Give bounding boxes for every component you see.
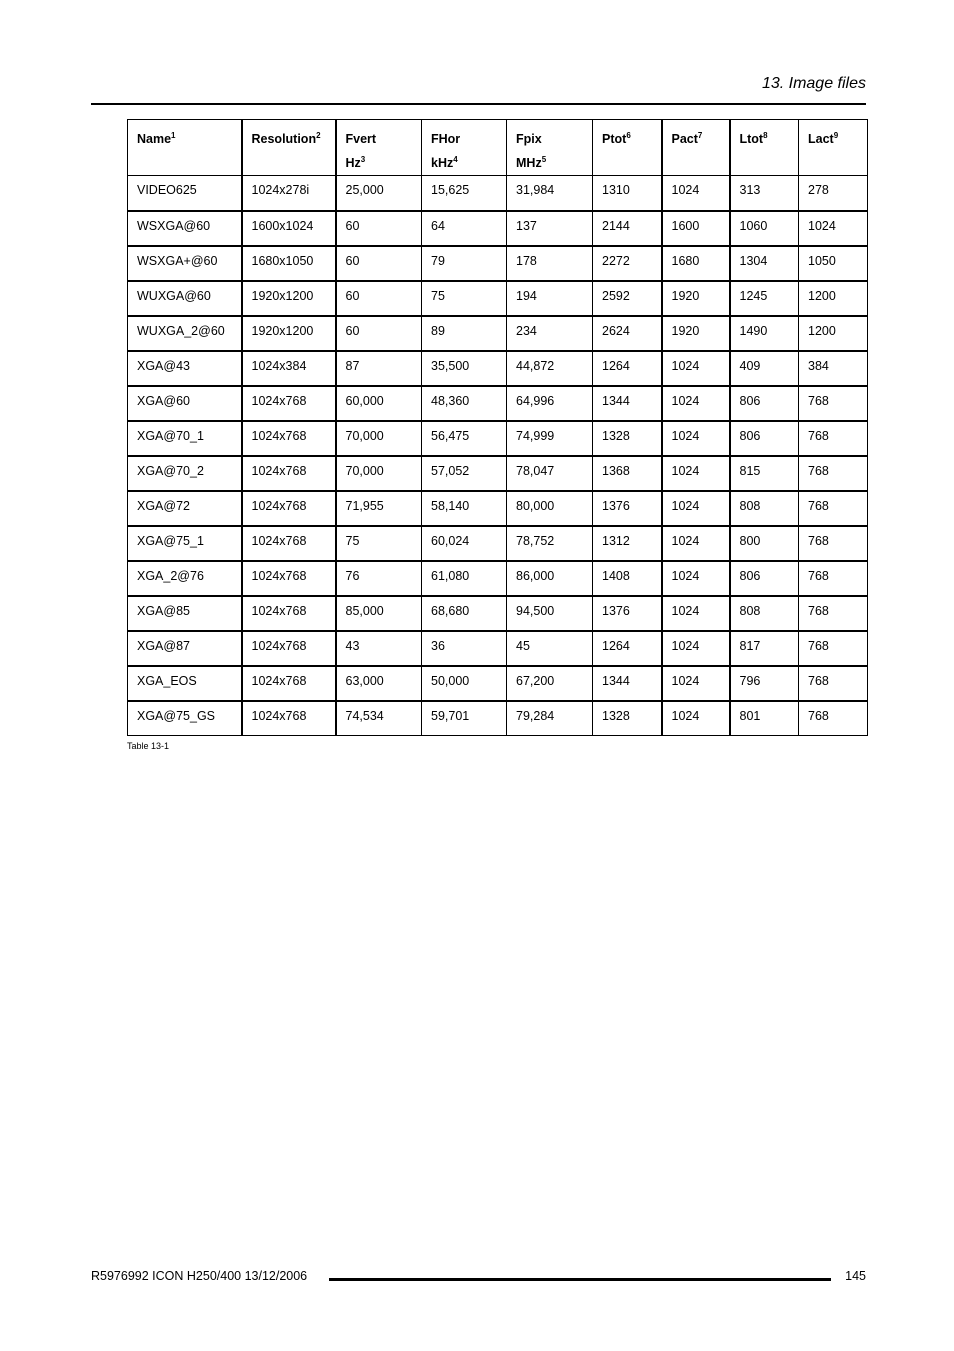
table-cell: 1024	[662, 491, 730, 526]
table-cell: 56,475	[422, 421, 507, 456]
table-row	[128, 631, 868, 666]
table-cell: 1328	[593, 421, 662, 456]
table-cell: XGA@70_1	[128, 421, 242, 456]
table-cell: 194	[507, 281, 593, 316]
table-cell: WSXGA+@60	[128, 246, 242, 281]
table-cell: WSXGA@60	[128, 211, 242, 246]
table-cell: 64,996	[507, 386, 593, 421]
table-cell: 1024x768	[242, 386, 336, 421]
table-cell: 1024	[799, 211, 868, 246]
table-cell: 313	[730, 176, 799, 211]
table-cell: 2272	[593, 246, 662, 281]
table-cell: XGA@43	[128, 351, 242, 386]
table-cell: 63,000	[336, 666, 422, 701]
table-cell: 1024x278i	[242, 176, 336, 211]
table-cell: 71,955	[336, 491, 422, 526]
table-cell: 1024	[662, 456, 730, 491]
table-cell: 1200	[799, 316, 868, 351]
table-cell: 1024	[662, 596, 730, 631]
table-row	[128, 561, 868, 596]
table-cell: 1024x768	[242, 596, 336, 631]
table-cell: 1024	[662, 526, 730, 561]
table-cell: 1050	[799, 246, 868, 281]
table-cell: 768	[799, 526, 868, 561]
table-cell: 1344	[593, 666, 662, 701]
column-header: FHor kHz$^4$	[422, 120, 507, 176]
table-cell: 1310	[593, 176, 662, 211]
table-cell: 1680x1050	[242, 246, 336, 281]
table-cell: 1024x768	[242, 701, 336, 736]
table-cell: 74,999	[507, 421, 593, 456]
table-cell: 768	[799, 701, 868, 736]
chapter-title: 13. Image files	[761, 75, 866, 92]
table-row	[128, 596, 868, 631]
table-cell: 1368	[593, 456, 662, 491]
table-cell: 1024	[662, 561, 730, 596]
table-cell: 1376	[593, 491, 662, 526]
table-cell: 815	[730, 456, 799, 491]
table-cell: XGA_2@76	[128, 561, 242, 596]
table-caption: Table 13-1	[127, 741, 170, 751]
table-cell: 801	[730, 701, 799, 736]
table-cell: 25,000	[336, 176, 422, 211]
table-cell: 768	[799, 491, 868, 526]
table-cell: 35,500	[422, 351, 507, 386]
table-row	[128, 456, 868, 491]
table-cell: XGA@87	[128, 631, 242, 666]
table-cell: 57,052	[422, 456, 507, 491]
table-row	[128, 351, 868, 386]
table-cell: 43	[336, 631, 422, 666]
table-cell: 1024	[662, 386, 730, 421]
table-cell: 1060	[730, 211, 799, 246]
table-cell: 1024	[662, 176, 730, 211]
table-cell: 80,000	[507, 491, 593, 526]
table-cell: 60	[336, 316, 422, 351]
table-cell: 806	[730, 561, 799, 596]
table-cell: 800	[730, 526, 799, 561]
column-header: Fvert Hz$^3$	[336, 120, 422, 176]
column-header: Name$^1$	[128, 120, 242, 176]
table-cell: XGA@75_1	[128, 526, 242, 561]
table-cell: 1024	[662, 631, 730, 666]
table-cell: 278	[799, 176, 868, 211]
table-cell: 1680	[662, 246, 730, 281]
table-cell: 1024	[662, 421, 730, 456]
table-cell: 384	[799, 351, 868, 386]
table-cell: 1312	[593, 526, 662, 561]
column-header: Ltot$^8$	[730, 120, 799, 176]
table-cell: 1024x768	[242, 421, 336, 456]
page-number: 145	[845, 1269, 866, 1283]
table-cell: 1024x768	[242, 491, 336, 526]
table-cell: 1328	[593, 701, 662, 736]
table-cell: 60	[336, 211, 422, 246]
table-cell: 768	[799, 666, 868, 701]
table-cell: 31,984	[507, 176, 593, 211]
table-cell: XGA@75_GS	[128, 701, 242, 736]
table-cell: WUXGA@60	[128, 281, 242, 316]
table-cell: 78,047	[507, 456, 593, 491]
table-cell: 50,000	[422, 666, 507, 701]
table-cell: 86,000	[507, 561, 593, 596]
table-cell: 36	[422, 631, 507, 666]
table-cell: 1920x1200	[242, 316, 336, 351]
table-cell: 48,360	[422, 386, 507, 421]
table-cell: 70,000	[336, 456, 422, 491]
table-row	[128, 701, 868, 736]
table-cell: 1344	[593, 386, 662, 421]
table-cell: 768	[799, 421, 868, 456]
table-cell: 2144	[593, 211, 662, 246]
table-cell: 2624	[593, 316, 662, 351]
table-cell: 178	[507, 246, 593, 281]
table-row	[128, 211, 868, 246]
table-cell: 1024	[662, 701, 730, 736]
table-cell: 1408	[593, 561, 662, 596]
table-cell: 67,200	[507, 666, 593, 701]
table-cell: 768	[799, 631, 868, 666]
table-cell: 94,500	[507, 596, 593, 631]
table-cell: 1376	[593, 596, 662, 631]
table-cell: XGA@72	[128, 491, 242, 526]
table-cell: 44,872	[507, 351, 593, 386]
table-cell: 64	[422, 211, 507, 246]
footer-doc-info: R5976992 ICON H250/400 13/12/2006	[91, 1269, 308, 1283]
table-cell: 85,000	[336, 596, 422, 631]
table-cell: 58,140	[422, 491, 507, 526]
table-cell: 1245	[730, 281, 799, 316]
table-cell: 1264	[593, 351, 662, 386]
table-cell: 68,680	[422, 596, 507, 631]
table-cell: 1304	[730, 246, 799, 281]
table-cell: 796	[730, 666, 799, 701]
table-cell: 79	[422, 246, 507, 281]
table-cell: 1490	[730, 316, 799, 351]
table-cell: 768	[799, 596, 868, 631]
table-body	[128, 176, 868, 736]
table-row	[128, 666, 868, 701]
table-cell: 61,080	[422, 561, 507, 596]
footer-rule	[329, 1278, 831, 1281]
table-cell: 806	[730, 421, 799, 456]
table-cell: 60,000	[336, 386, 422, 421]
table-cell: 817	[730, 631, 799, 666]
table-row	[128, 246, 868, 281]
table-cell: 60,024	[422, 526, 507, 561]
table-row	[128, 491, 868, 526]
column-header: Lact$^9$	[799, 120, 868, 176]
table-cell: 89	[422, 316, 507, 351]
table-row	[128, 421, 868, 456]
table-row	[128, 176, 868, 211]
table-cell: 1024x768	[242, 561, 336, 596]
table-cell: 806	[730, 386, 799, 421]
table-cell: 808	[730, 491, 799, 526]
table-cell: 234	[507, 316, 593, 351]
table-cell: 1024	[662, 666, 730, 701]
table-cell: 60	[336, 246, 422, 281]
column-header: Pact$^7$	[662, 120, 730, 176]
table-cell: 70,000	[336, 421, 422, 456]
table-cell: 76	[336, 561, 422, 596]
table-cell: 1920	[662, 281, 730, 316]
image-files-table	[127, 119, 868, 736]
table-cell: 45	[507, 631, 593, 666]
table-cell: 1024x768	[242, 631, 336, 666]
table-row	[128, 281, 868, 316]
table-cell: 1264	[593, 631, 662, 666]
table-cell: XGA@70_2	[128, 456, 242, 491]
table-cell: 1024x768	[242, 456, 336, 491]
table-cell: XGA@60	[128, 386, 242, 421]
table-cell: 1600x1024	[242, 211, 336, 246]
table-cell: XGA_EOS	[128, 666, 242, 701]
table-cell: 768	[799, 456, 868, 491]
table-cell: 87	[336, 351, 422, 386]
table-cell: 2592	[593, 281, 662, 316]
table-cell: 1024x768	[242, 666, 336, 701]
table-cell: 59,701	[422, 701, 507, 736]
table-row	[128, 526, 868, 561]
table-cell: 15,625	[422, 176, 507, 211]
table-cell: 78,752	[507, 526, 593, 561]
table-cell: 137	[507, 211, 593, 246]
table-cell: 79,284	[507, 701, 593, 736]
table-cell: VIDEO625	[128, 176, 242, 211]
table-cell: 75	[422, 281, 507, 316]
table-cell: 1600	[662, 211, 730, 246]
table-cell: 409	[730, 351, 799, 386]
table-cell: 768	[799, 386, 868, 421]
table-row	[128, 316, 868, 351]
column-header: Ptot$^6$	[593, 120, 662, 176]
table-cell: 1024x768	[242, 526, 336, 561]
table-cell: 75	[336, 526, 422, 561]
table-cell: 1920x1200	[242, 281, 336, 316]
table-row	[128, 386, 868, 421]
table-cell: 60	[336, 281, 422, 316]
column-header: Resolution$^2$	[242, 120, 336, 176]
header-rule	[91, 103, 866, 105]
table-cell: WUXGA_2@60	[128, 316, 242, 351]
table-cell: 768	[799, 561, 868, 596]
table-cell: 1920	[662, 316, 730, 351]
table-header-row	[128, 120, 868, 176]
table-cell: 808	[730, 596, 799, 631]
table-cell: XGA@85	[128, 596, 242, 631]
table-cell: 1200	[799, 281, 868, 316]
table-cell: 74,534	[336, 701, 422, 736]
column-header: Fpix MHz$^5$	[507, 120, 593, 176]
table-cell: 1024x384	[242, 351, 336, 386]
table-cell: 1024	[662, 351, 730, 386]
